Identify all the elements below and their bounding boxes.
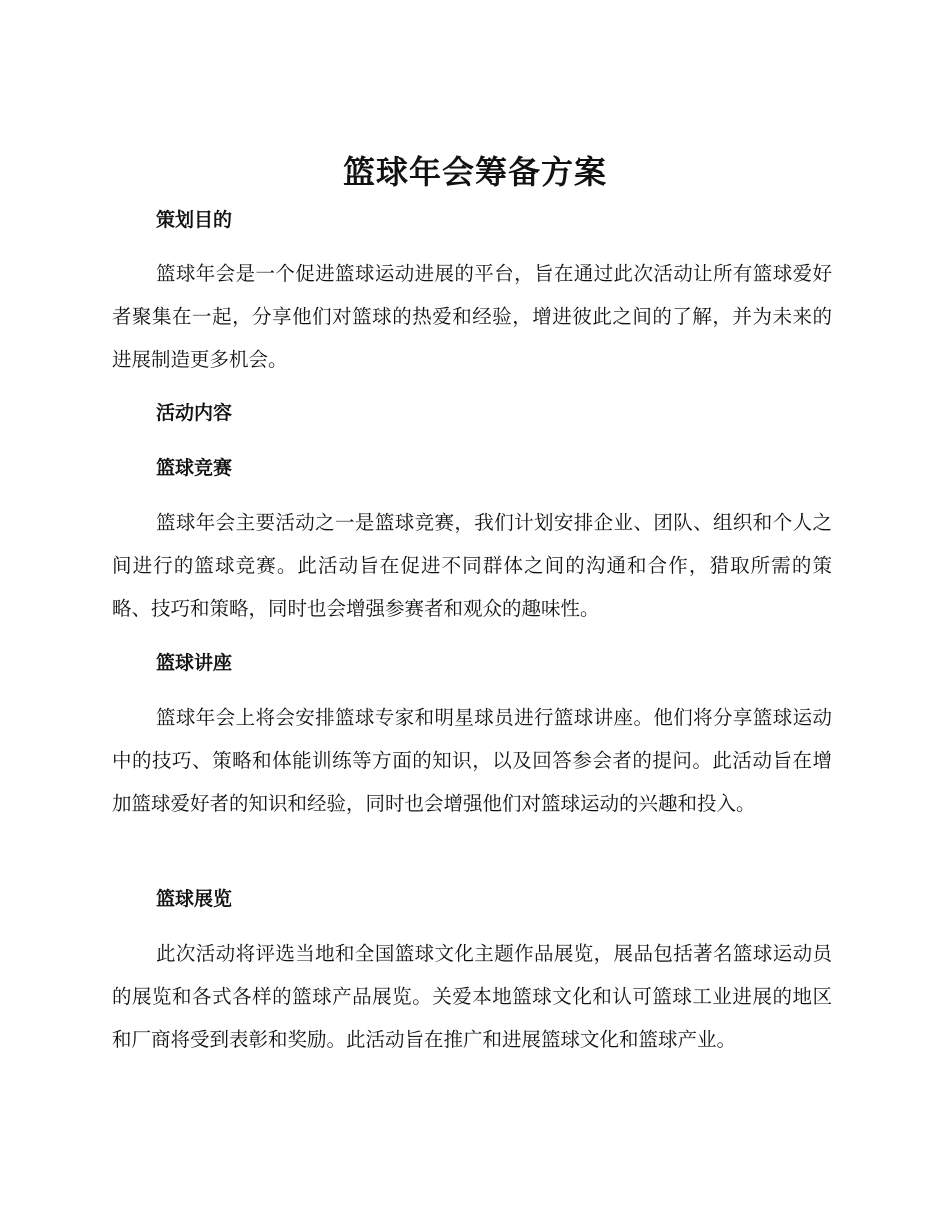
section-heading-competition: 篮球竞赛 — [156, 457, 233, 479]
section-heading-purpose: 策划目的 — [156, 209, 233, 231]
section-heading-lecture: 篮球讲座 — [156, 652, 233, 674]
section-paragraph-competition: 篮球年会主要活动之一是篮球竞赛，我们计划安排企业、团队、组织和个人之间进行的篮球竞赛。此活动旨在促进不同群体之间的沟通和合作，猎取所需的策略、技巧和策略，同时也会增强参赛者和观众的趣味性。 — [112, 511, 832, 620]
section-paragraph-purpose: 篮球年会是一个促进篮球运动进展的平台，旨在通过此次活动让所有篮球爱好者聚集在一起，分享他们对篮球的热爱和经验，增进彼此之间的了解，并为未来的进展制造更多机会。 — [112, 262, 832, 371]
document-title: 篮球年会筹备方案 — [342, 153, 607, 191]
section-heading-activities: 活动内容 — [156, 402, 233, 424]
section-paragraph-lecture: 篮球年会上将会安排篮球专家和明星球员进行篮球讲座。他们将分享篮球运动中的技巧、策略和体能训练等方面的知识，以及回答参会者的提问。此活动旨在增加篮球爱好者的知识和经验，同时也会增强他们对篮球运动的兴趣和投入。 — [112, 706, 832, 815]
section-heading-exhibition: 篮球展览 — [156, 888, 233, 910]
section-paragraph-exhibition: 此次活动将评选当地和全国篮球文化主题作品展览，展品包括著名篮球运动员的展览和各式各样的篮球产品展览。关爱本地篮球文化和认可篮球工业进展的地区和厂商将受到表彰和奖励。此活动旨在推广和进展篮球文化和篮球产业。 — [112, 942, 832, 1051]
